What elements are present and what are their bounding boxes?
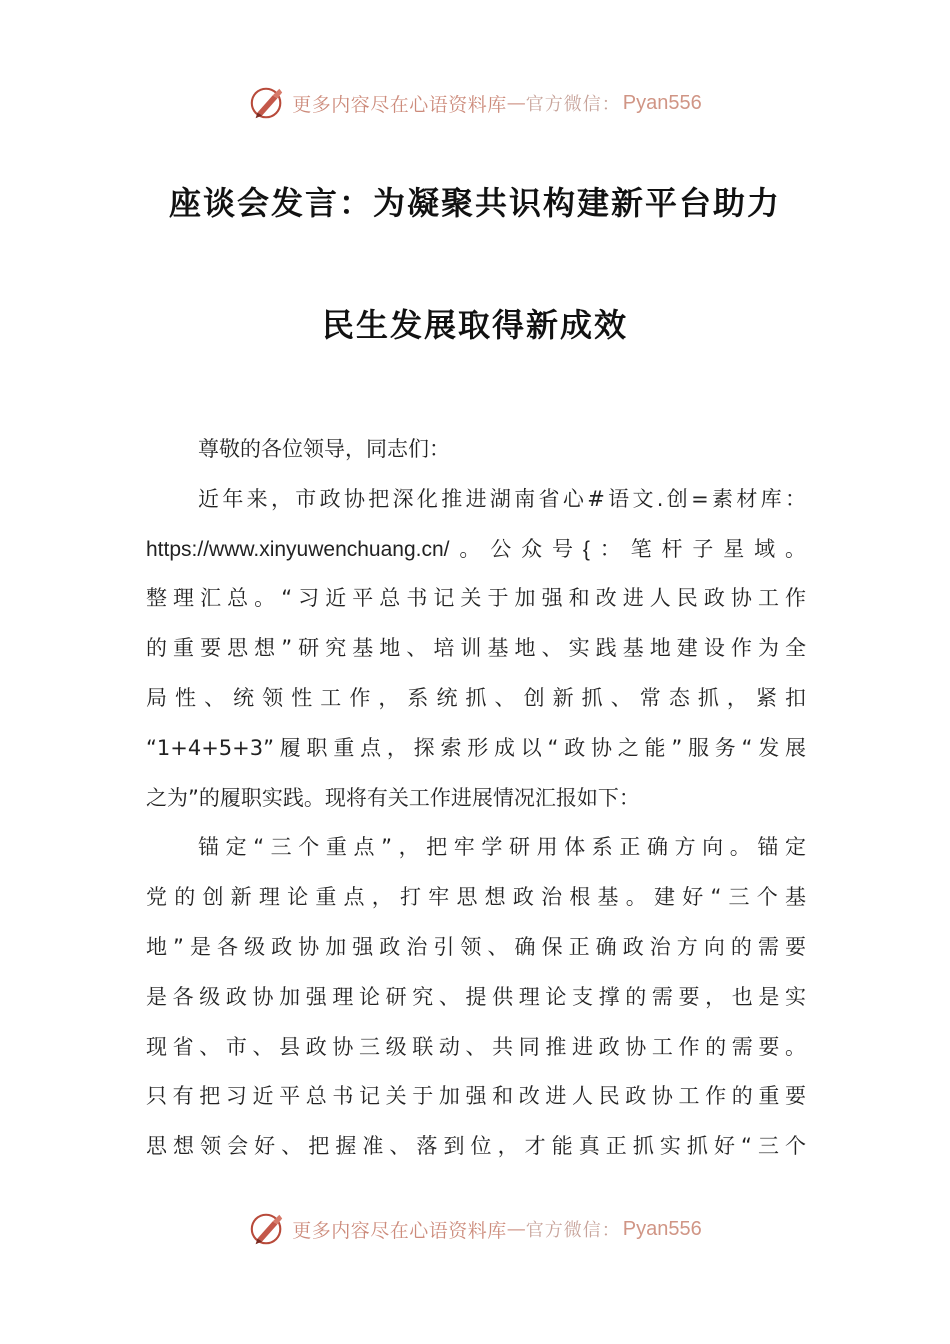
banner-wechat-id: Pyan556 (622, 1217, 702, 1240)
pen-nib-logo-icon (248, 84, 286, 122)
body-line: “1+4+5+3”履职重点，探索形成以“政协之能”服务“发展 (146, 735, 806, 760)
body-line: 锚定“三个重点”，把牢学研用体系正确方向。锚定 (198, 835, 806, 860)
document-body (146, 425, 806, 1172)
body-line (146, 525, 806, 575)
banner-wechat-label: 官方微信： (525, 94, 621, 115)
pen-nib-logo-icon (248, 1210, 286, 1248)
banner-separator: — (506, 1218, 526, 1240)
body-line: 思想领会好、把握准、落到位，才能真正抓实抓好“三个 (146, 1134, 806, 1159)
banner-site-text: 更多内容尽在心语资料库 (292, 93, 507, 116)
body-line: 近年来，市政协把深化推进湖南省心#语文.创=素材库： (198, 486, 806, 511)
document-title-line-2: 民生发展取得新成效 (321, 306, 628, 344)
document-title-line-1: 座谈会发言：为凝聚共识构建新平台助力 (168, 184, 781, 222)
header-banner (0, 81, 950, 125)
body-line: 现省、市、县政协三级联动、共同推进政协工作的需要。 (146, 1034, 806, 1059)
banner-wechat-label: 官方微信： (525, 1220, 621, 1241)
body-line: 尊敬的各位领导，同志们： (198, 437, 450, 461)
banner-wechat-id: Pyan556 (622, 91, 702, 114)
body-line: 党的创新理论重点，打牢思想政治根基。建好“三个基 (146, 885, 806, 910)
body-line: 是各级政协加强理论研究、提供理论支撑的需要，也是实 (146, 984, 806, 1009)
body-line: 局性、统领性工作，系统抓、创新抓、常态抓，紧扣 (146, 685, 806, 710)
banner-separator: — (506, 92, 526, 114)
footer-banner (0, 1207, 950, 1251)
body-line: 整理汇总。“习近平总书记关于加强和改进人民政协工作 (146, 586, 806, 611)
body-line-url: https://www.xinyuwenchuang.cn/。公众号{：笔杆子星域。 (146, 537, 806, 561)
body-line: 之为”的履职实践。现将有关工作进展情况汇报如下： (146, 785, 640, 810)
body-line: 的重要思想”研究基地、培训基地、实践基地建设作为全 (146, 636, 806, 661)
body-line: 地”是各级政协加强政治引领、确保正确政治方向的需要 (146, 934, 806, 959)
banner-site-text: 更多内容尽在心语资料库 (292, 1219, 507, 1242)
body-line: 只有把习近平总书记关于加强和改进人民政协工作的重要 (146, 1084, 806, 1109)
